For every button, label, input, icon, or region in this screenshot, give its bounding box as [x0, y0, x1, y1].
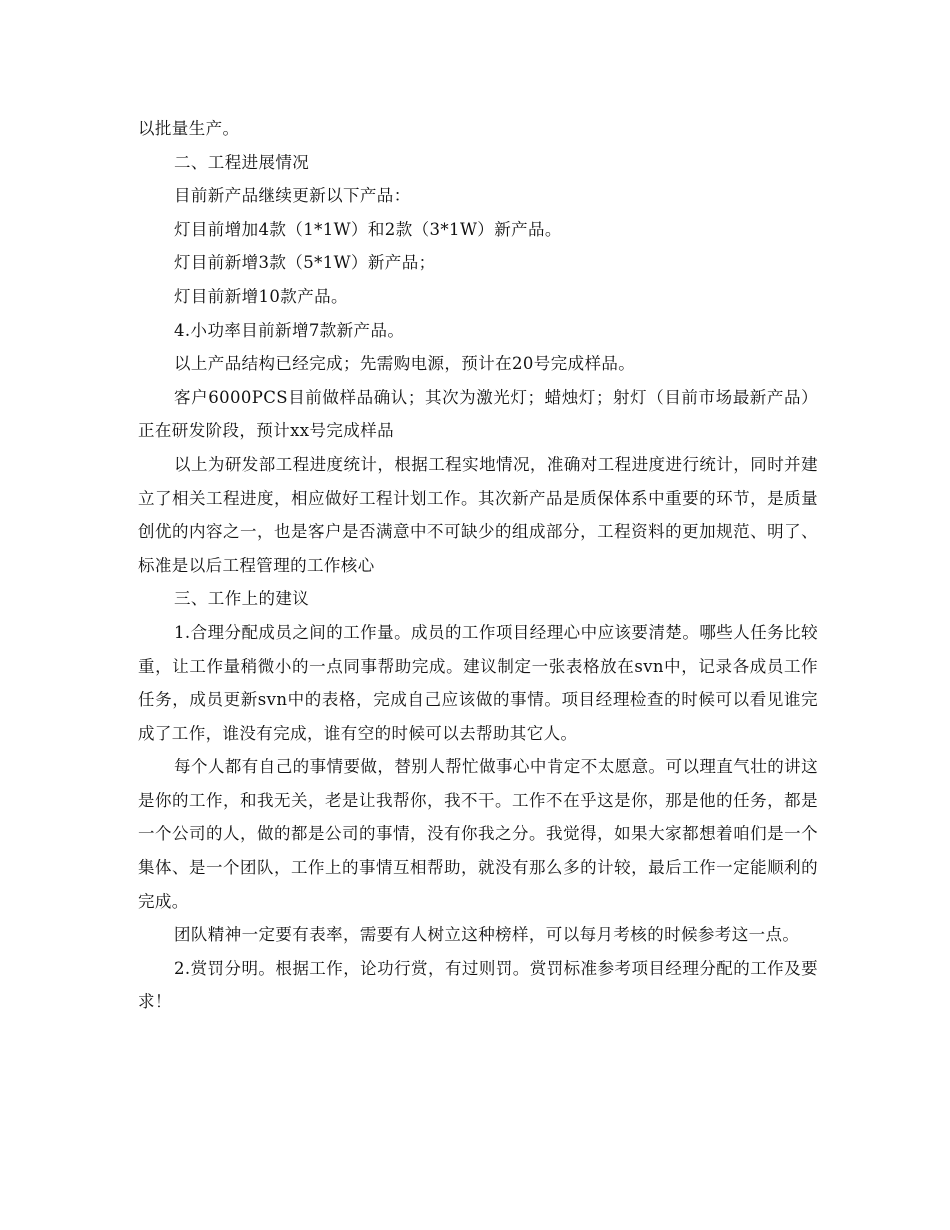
paragraph: 以批量生产。	[138, 119, 240, 138]
list-item: 灯目前新增3款（5*1W）新产品；	[174, 253, 436, 273]
section-heading: 二、工程进展情况	[174, 152, 310, 172]
paragraph: 以上为研发部工程进度统计，根据工程实地情况，准确对工程进度进行统计，同时并建立了相关工程进度，相应做好工程计划工作。其次新产品是质保体系中重要的环节，是质量创优的内容之一，也是客户是否满意中不可缺少的组成部分，工程资料的更加规范、明了、标准是以后工程管理的工作核心	[138, 454, 818, 575]
list-item: 灯目前增加4款（1*1W）和2款（3*1W）新产品。	[174, 219, 562, 239]
paragraph: 以上产品结构已经完成；先需购电源，预计在20号完成样品。	[174, 354, 636, 374]
list-item: 灯目前新增10款产品。	[174, 286, 348, 306]
document-body	[138, 112, 818, 1019]
list-item: 4.小功率目前新增7款新产品。	[174, 320, 405, 340]
paragraph: 每个人都有自己的事情要做，替别人帮忙做事心中肯定不太愿意。可以理直气壮的讲这是你的工作，和我无关，老是让我帮你，我不干。工作不在乎这是你，那是他的任务，都是一个公司的人，做的都是公司的事情，没有你我之分。我觉得，如果大家都想着咱们是一个集体、是一个团队，工作上的事情互相帮助，就没有那么多的计较，最后工作一定能顺利的完成。	[138, 757, 818, 911]
section-heading: 三、工作上的建议	[174, 589, 310, 609]
paragraph: 客户6000PCS目前做样品确认；其次为激光灯；蜡烛灯；射灯（目前市场最新产品）正在研发阶段，预计xx号完成样品	[138, 387, 818, 441]
paragraph: 2.赏罚分明。根据工作，论功行赏，有过则罚。赏罚标准参考项目经理分配的工作及要求！	[138, 958, 818, 1012]
paragraph: 团队精神一定要有表率，需要有人树立这种榜样，可以每月考核的时候参考这一点。	[174, 925, 800, 945]
paragraph: 1.合理分配成员之间的工作量。成员的工作项目经理心中应该要清楚。哪些人任务比较重，让工作量稍微小的一点同事帮助完成。建议制定一张表格放在svn中，记录各成员工作任务，成员更新svn中的表格，完成自己应该做的事情。项目经理检查的时候可以看见谁完成了工作，谁没有完成，谁有空的时候可以去帮助其它人。	[138, 622, 818, 743]
paragraph: 目前新产品继续更新以下产品：	[174, 186, 411, 206]
